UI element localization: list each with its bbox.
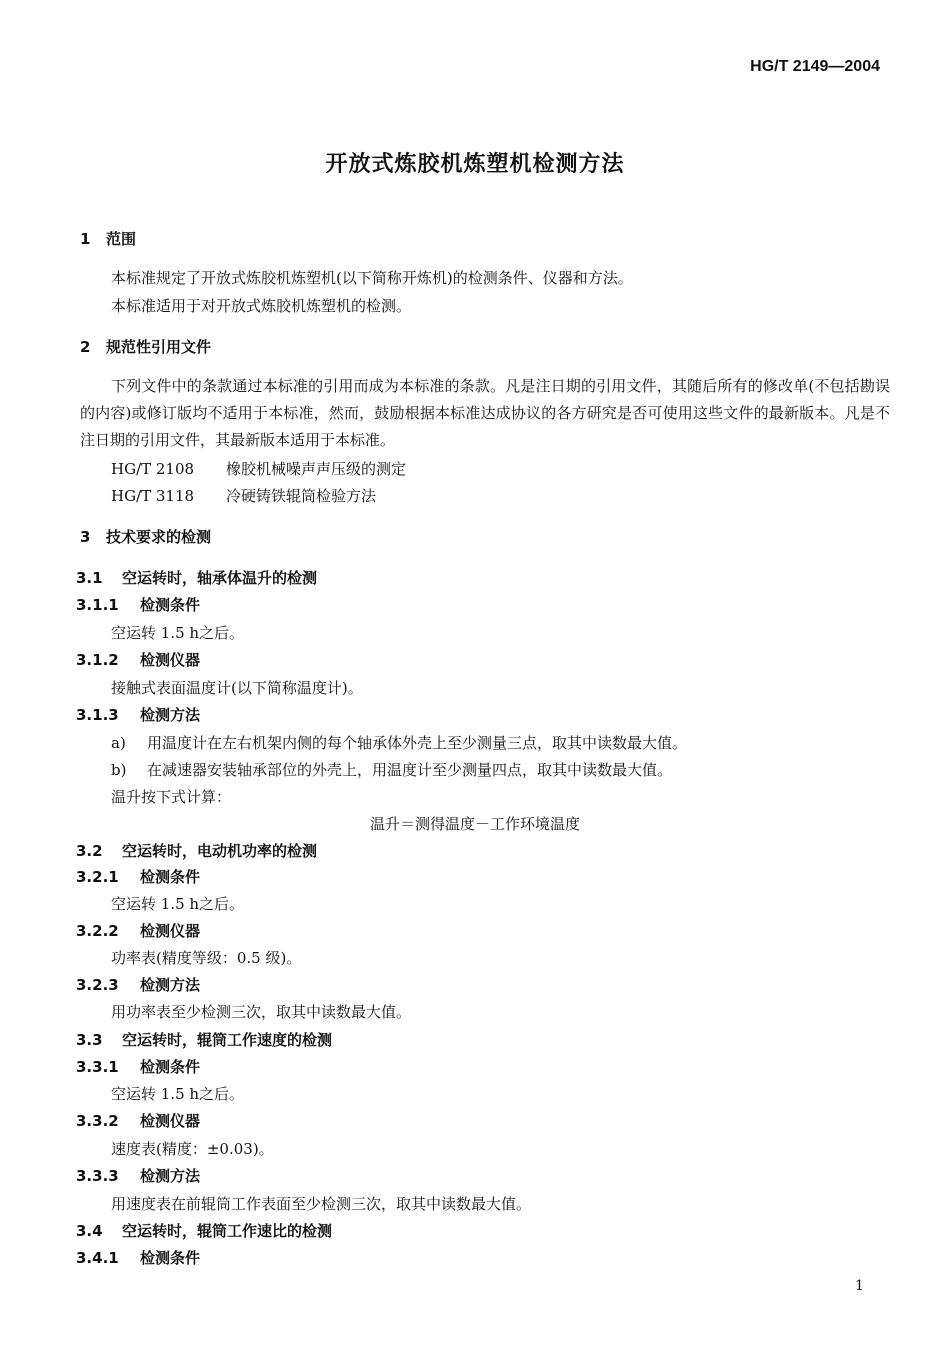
clause-title: 检测仪器 [140,922,201,940]
clause-number: 3.3.3 [76,1167,119,1185]
clause-3-2-2-heading [76,920,200,941]
reference-item [111,458,406,479]
list-label: b) [111,761,127,779]
section-1-paragraph-1: 本标准规定了开放式炼胶机炼塑机(以下简称开炼机)的检测条件、仪器和方法。 [111,269,633,287]
clause-title: 检测条件 [140,1249,201,1267]
clause-title: 检测仪器 [140,1112,201,1130]
clause-number: 3.1.1 [76,596,119,614]
clause-number: 3.2.3 [76,976,119,994]
section-2-heading [80,336,211,357]
clause-title: 检测条件 [140,1058,201,1076]
clause-3-1-1-heading [76,594,200,615]
subsection-title: 空运转时，辊筒工作速比的检测 [122,1222,333,1240]
clause-title: 检测方法 [140,706,201,724]
section-title: 范围 [106,230,137,248]
clause-number: 3.2.1 [76,868,119,886]
page-number: 1 [855,1278,864,1294]
clause-number: 3.3.1 [76,1058,119,1076]
document-title: 开放式炼胶机炼塑机检测方法 [325,152,625,177]
clause-text: 接触式表面温度计(以下简称温度计)。 [111,679,363,697]
clause-title: 检测条件 [140,868,201,886]
clause-text: 空运转 1.5 h之后。 [111,895,245,913]
subsection-title: 空运转时，辊筒工作速度的检测 [122,1031,333,1049]
formula: 温升＝测得温度－工作环境温度 [369,815,580,833]
clause-text: 空运转 1.5 h之后。 [111,1085,245,1103]
clause-3-1-2-heading [76,649,200,670]
section-number: 3 [80,528,91,546]
list-item-b [111,759,672,780]
clause-3-2-3-heading [76,974,200,995]
section-number: 1 [80,230,91,248]
section-title: 技术要求的检测 [106,528,212,546]
subsection-title: 空运转时，电动机功率的检测 [122,842,318,860]
subsection-3-2-heading [76,840,317,861]
section-title: 规范性引用文件 [106,338,212,356]
reference-code: HG/T 3118 [111,487,195,505]
reference-code: HG/T 2108 [111,460,195,478]
clause-number: 3.4.1 [76,1249,119,1267]
clause-number: 3.1.2 [76,651,119,669]
clause-title: 检测方法 [140,1167,201,1185]
list-text: 用温度计在左右机架内侧的每个轴承体外壳上至少测量三点，取其中读数最大值。 [147,734,688,752]
clause-title: 检测仪器 [140,651,201,669]
clause-3-3-1-heading [76,1056,200,1077]
reference-title: 冷硬铸铁辊筒检验方法 [226,487,377,505]
clause-text: 用速度表在前辊筒工作表面至少检测三次，取其中读数最大值。 [111,1195,532,1213]
clause-text: 功率表(精度等级：0.5 级)。 [111,949,302,967]
section-3-heading [80,526,211,547]
clause-number: 3.3.2 [76,1112,119,1130]
subsection-title: 空运转时，轴承体温升的检测 [122,569,318,587]
reference-item [111,485,376,506]
clause-text: 速度表(精度：±0.03)。 [111,1140,274,1158]
list-label: a) [111,734,126,752]
standard-code: HG/T 2149—2004 [750,58,880,75]
calc-intro: 温升按下式计算： [111,788,232,806]
clause-3-4-1-heading [76,1247,200,1268]
clause-3-1-3-heading [76,704,200,725]
subsection-number: 3.3 [76,1031,103,1049]
clause-text: 空运转 1.5 h之后。 [111,624,245,642]
clause-3-3-2-heading [76,1110,200,1131]
section-2-paragraph: 下列文件中的条款通过本标准的引用而成为本标准的条款。凡是注日期的引用文件，其随后所有的修改单(不包括勘误的内容)或修订版均不适用于本标准，然而，鼓励根据本标准达成协议的各方研究是否可使用这些文件的最新版本。凡是不注日期的引用文件，其最新版本适用于本标准。 [80,377,890,449]
clause-number: 3.2.2 [76,922,119,940]
subsection-3-4-heading [76,1220,332,1241]
subsection-number: 3.2 [76,842,103,860]
section-1-paragraph-2: 本标准适用于对开放式炼胶机炼塑机的检测。 [111,297,412,315]
clause-3-2-1-heading [76,866,200,887]
list-item-a [111,732,687,753]
clause-title: 检测条件 [140,596,201,614]
clause-text: 用功率表至少检测三次，取其中读数最大值。 [111,1003,412,1021]
list-text: 在减速器安装轴承部位的外壳上，用温度计至少测量四点，取其中读数最大值。 [147,761,673,779]
subsection-3-3-heading [76,1029,332,1050]
section-1-heading [80,228,136,249]
subsection-3-1-heading [76,567,317,588]
clause-title: 检测方法 [140,976,201,994]
subsection-number: 3.1 [76,569,103,587]
clause-3-3-3-heading [76,1165,200,1186]
subsection-number: 3.4 [76,1222,103,1240]
reference-title: 橡胶机械噪声声压级的测定 [226,460,407,478]
clause-number: 3.1.3 [76,706,119,724]
section-number: 2 [80,338,91,356]
